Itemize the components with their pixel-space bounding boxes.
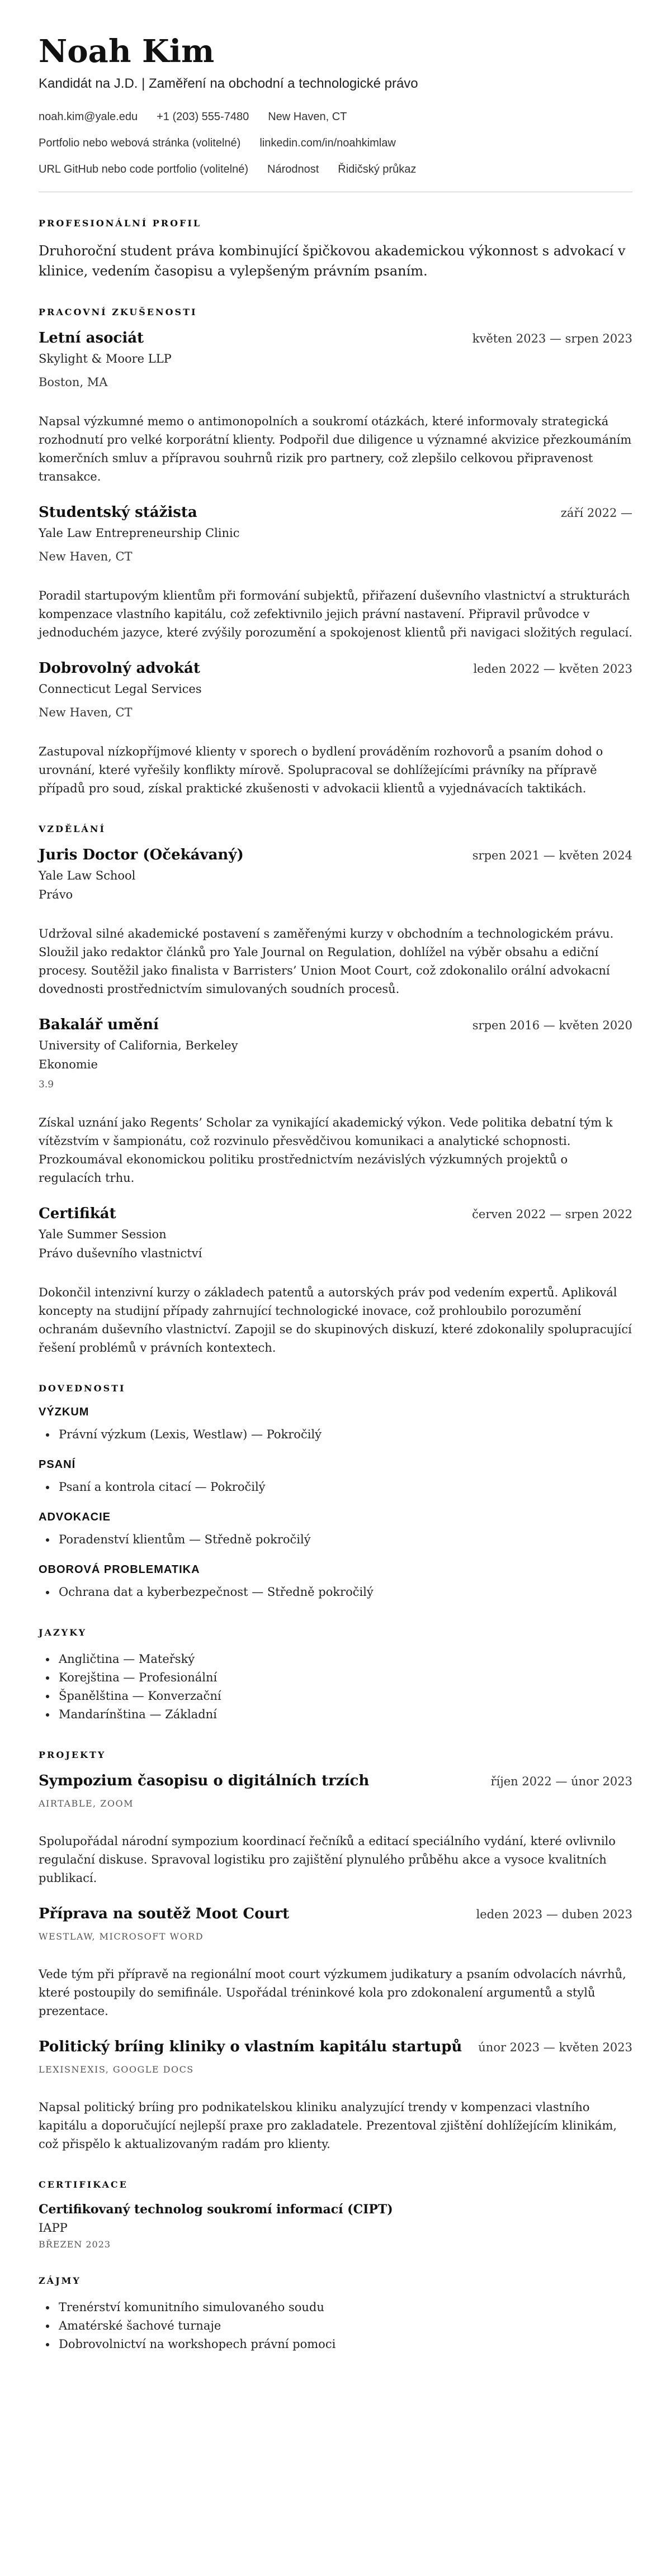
experience-entry bbox=[39, 330, 632, 486]
phone-number[interactable]: +1 (203) 555-7480 bbox=[157, 111, 249, 123]
project-entry bbox=[39, 1905, 632, 2021]
section-title: PROFESIONÁLNÍ PROFIL bbox=[39, 218, 202, 229]
education-date: červen 2022 — srpen 2022 bbox=[472, 1208, 632, 1221]
contact-row bbox=[39, 163, 632, 176]
section-title: DOVEDNOSTI bbox=[39, 1383, 126, 1394]
linkedin-link[interactable]: linkedin.com/in/noahkimlaw bbox=[259, 137, 396, 149]
section-title: PROJEKTY bbox=[39, 1750, 106, 1760]
education-description: Dokončil intenzivní kurzy o základech patentů a autorských práv pod vedením expertů. Aplikovál koncepty na studijní případy zahrnující technologické inovace, což prohloubilo porozumění ochranám duševního vlastnictví. Zapojil se do skupinových diskuzí, které zdokonalily spolupracující řešení problémů v právních kontextech. bbox=[39, 1286, 632, 1354]
education-entry bbox=[39, 1016, 632, 1187]
gpa-value: 3.9 bbox=[39, 1079, 54, 1090]
field-of-study: Právo bbox=[39, 888, 73, 901]
school-name: Yale Summer Session bbox=[39, 1228, 167, 1241]
skill-list bbox=[39, 1531, 632, 1549]
education-description: Získal uznání jako Regents’ Scholar za vynikající akademický výkon. Vede politika debatní tým k vítězstvím v šampionátu, což rozvinulo přesvědčivou komunikaci a analytické schopnosti. Prozkoumával ekonomickou politiku prostřednictvím nezávislých výzkumných projektů o regulacích trhu. bbox=[39, 1116, 613, 1185]
project-date: únor 2023 — květen 2023 bbox=[478, 2041, 632, 2054]
education-description: Udržoval silné akademické postavení s zaměřenými kurzy v obchodním a technologickém právu. Sloužil jako redaktor článků pro Yale Journal on Regulation, dohlížel na výběr obsahu a ediční procesy. Soutěžil jako finalista v Barristers’ Union Moot Court, což zdokonalilo orální advokacní dovednosti prostřednictvím simulovaných soudních procesů. bbox=[39, 927, 614, 996]
certification-issuer: IAPP bbox=[39, 2221, 68, 2235]
project-tools: WESTLAW, MICROSOFT WORD bbox=[39, 1931, 204, 1942]
employer: Yale Law Entrepreneurship Clinic bbox=[39, 526, 240, 540]
experience-entry bbox=[39, 504, 632, 642]
degree-title: Juris Doctor (Očekávaný) bbox=[39, 847, 244, 863]
skill-group-title: PSANÍ bbox=[39, 1458, 76, 1471]
nationality: Národnost bbox=[267, 163, 319, 175]
experience-section bbox=[39, 307, 632, 798]
skill-group-title: VÝZKUM bbox=[39, 1406, 89, 1418]
certification-date: BŘEZEN 2023 bbox=[39, 2239, 111, 2250]
job-location: New Haven, CT bbox=[39, 550, 133, 563]
language-item: • Španělština — Konverzační bbox=[56, 1687, 632, 1705]
job-title: Letní asociát bbox=[39, 330, 144, 346]
job-title: Studentský stážista bbox=[39, 504, 197, 521]
resume-header bbox=[39, 34, 632, 176]
field-of-study: Právo duševního vlastnictví bbox=[39, 1247, 202, 1260]
job-location: New Haven, CT bbox=[39, 706, 133, 719]
degree-title: Bakalář umění bbox=[39, 1016, 159, 1033]
skill-list bbox=[39, 1478, 632, 1496]
project-title: Příprava na soutěž Moot Court bbox=[39, 1905, 290, 1922]
section-title: PRACOVNÍ ZKUŠENOSTI bbox=[39, 307, 197, 317]
github-link[interactable]: URL GitHub nebo code portfolio (volitelné) bbox=[39, 163, 249, 175]
skill-item: • Právní výzkum (Lexis, Westlaw) — Pokročilý bbox=[56, 1425, 632, 1444]
project-entry bbox=[39, 1772, 632, 1888]
interest-item: • Dobrovolnictví na workshopech právní pomoci bbox=[56, 2335, 632, 2354]
email-link[interactable]: noah.kim@yale.edu bbox=[39, 111, 138, 123]
field-of-study: Ekonomie bbox=[39, 1058, 98, 1071]
driving-license: Řidičský průkaz bbox=[338, 163, 417, 175]
project-tools: AIRTABLE, ZOOM bbox=[39, 1798, 134, 1809]
interest-item: • Amatérské šachové turnaje bbox=[56, 2317, 632, 2335]
education-section bbox=[39, 824, 632, 1357]
skill-group-title: ADVOKACIE bbox=[39, 1511, 111, 1523]
job-description: Poradil startupovým klientům při formování subjektů, přiřazení duševního vlastnictví a strukturách kompenzace vlastního kapitálu, což zefektivnilo jejich právní nastavení. Připravil průvodce v jednoduchém jazyce, které zvýšily porozumění a spokojenost klientů při navigaci složitých regulací. bbox=[39, 589, 632, 639]
project-description: Napsal politický bríing pro podnikatelskou kliniku analyzující trendy v kompenzaci vlastního kapitálu a doporučující nejlepší praxe pro zakladatele. Prezentoval zjištění dohlížejícím klinikám, což přispělo k aktualizovaným radám pro klienty. bbox=[39, 2100, 617, 2151]
contact-row bbox=[39, 111, 632, 123]
skill-item: • Psaní a kontrola citací — Pokročilý bbox=[56, 1478, 632, 1496]
interests-section bbox=[39, 2275, 632, 2354]
skill-group-title: OBOROVÁ PROBLEMATIKA bbox=[39, 1563, 200, 1576]
language-item: • Angličtina — Mateřský bbox=[56, 1650, 632, 1669]
skill-item: • Ochrana dat a kyberbezpečnost — Středně pokročilý bbox=[56, 1583, 632, 1601]
project-title: Politický bríing kliniky o vlastním kapitálu startupů bbox=[39, 2038, 462, 2055]
education-date: srpen 2016 — květen 2020 bbox=[472, 1019, 632, 1032]
job-location: Boston, MA bbox=[39, 376, 108, 389]
skills-section bbox=[39, 1383, 632, 1601]
job-date: květen 2023 — srpen 2023 bbox=[472, 332, 632, 345]
employer: Connecticut Legal Services bbox=[39, 682, 202, 696]
languages-section bbox=[39, 1627, 632, 1724]
section-title: ZÁJMY bbox=[39, 2275, 81, 2286]
skill-list bbox=[39, 1583, 632, 1601]
job-date: září 2022 — bbox=[560, 506, 632, 520]
project-date: říjen 2022 — únor 2023 bbox=[490, 1775, 632, 1788]
section-title: CERTIFIKACE bbox=[39, 2179, 128, 2190]
project-date: leden 2023 — duben 2023 bbox=[476, 1908, 632, 1921]
job-date: leden 2022 — květen 2023 bbox=[473, 662, 632, 676]
project-entry bbox=[39, 2038, 632, 2154]
job-description: Zastupoval nízkopříjmové klienty v sporech o bydlení prováděním rozhovorů a psaním dohod o urovnání, které vyřešily konflikty mírově. Spolupracoval se dohlížejícími právníky na přípravě případů pro soud, získal praktické zkušenosti v advokacii klientů a vyjednávacích taktikách. bbox=[39, 745, 603, 795]
school-name: University of California, Berkeley bbox=[39, 1039, 238, 1052]
certification-name: Certifikovaný technolog soukromí informací (CIPT) bbox=[39, 2202, 393, 2217]
project-title: Sympozium časopisu o digitálních trzích bbox=[39, 1772, 370, 1789]
interest-item: • Trenérství komunitního simulovaného soudu bbox=[56, 2298, 632, 2317]
project-tools: LEXISNEXIS, GOOGLE DOCS bbox=[39, 2064, 194, 2075]
project-description: Vede tým při přípravě na regionální moot court výzkumem judikatury a psaním odvolacích návrhů, které postoupily do semifinále. Uspořádal tréninkové kola pro zdokonalení argumentů a stylů prezentace. bbox=[39, 1967, 626, 2018]
experience-entry bbox=[39, 660, 632, 798]
language-item: • Korejština — Profesionální bbox=[56, 1669, 632, 1687]
project-description: Spolupořádal národní sympozium koordinací řečníků a editací speciálního vydání, které ovlivnilo regulační diskuse. Spravoval logistiku pro zajištění plynulého průběhu akce a vysoce kvalitních publikací. bbox=[39, 1834, 616, 1885]
interest-list bbox=[39, 2298, 632, 2354]
school-name: Yale Law School bbox=[39, 869, 136, 882]
certifications-section bbox=[39, 2179, 632, 2250]
projects-section bbox=[39, 1750, 632, 2154]
candidate-name: Noah Kim bbox=[39, 33, 215, 70]
section-title: VZDĚLÁNÍ bbox=[39, 824, 106, 834]
job-title: Dobrovolný advokát bbox=[39, 660, 200, 677]
portfolio-link[interactable]: Portfolio nebo webová stránka (volitelné) bbox=[39, 137, 241, 149]
education-date: srpen 2021 — květen 2024 bbox=[472, 849, 632, 862]
profile-summary: Druhoroční student práva kombinující špičkovou akademickou výkonnost s advokací v klinice, vedením časopisu a vylepšeným právním psaním. bbox=[39, 243, 626, 279]
education-entry bbox=[39, 1205, 632, 1357]
section-title: JAZYKY bbox=[39, 1627, 87, 1638]
job-description: Napsal výzkumné memo o antimonopolních a soukromí otázkách, které informovaly strategická rozhodnutí pro velké korporátní klienty. Podpořil due diligence u významné akvizice přezkoumáním komerčních smluv a přípravou souhrnů rizik pro partnery, což zlepšilo celkovou připravenost transakce. bbox=[39, 415, 632, 483]
skill-item: • Poradenství klientům — Středně pokročilý bbox=[56, 1531, 632, 1549]
language-list bbox=[39, 1650, 632, 1724]
contact-row bbox=[39, 137, 632, 150]
skill-list bbox=[39, 1425, 632, 1444]
language-item: • Mandarínština — Základní bbox=[56, 1705, 632, 1724]
degree-title: Certifikát bbox=[39, 1205, 116, 1222]
profile-section bbox=[39, 218, 632, 281]
employer: Skylight & Moore LLP bbox=[39, 352, 172, 365]
education-entry bbox=[39, 847, 632, 999]
headline: Kandidát na J.D. | Zaměření na obchodní a technologické právo bbox=[39, 76, 418, 91]
location: New Haven, CT bbox=[268, 111, 347, 123]
